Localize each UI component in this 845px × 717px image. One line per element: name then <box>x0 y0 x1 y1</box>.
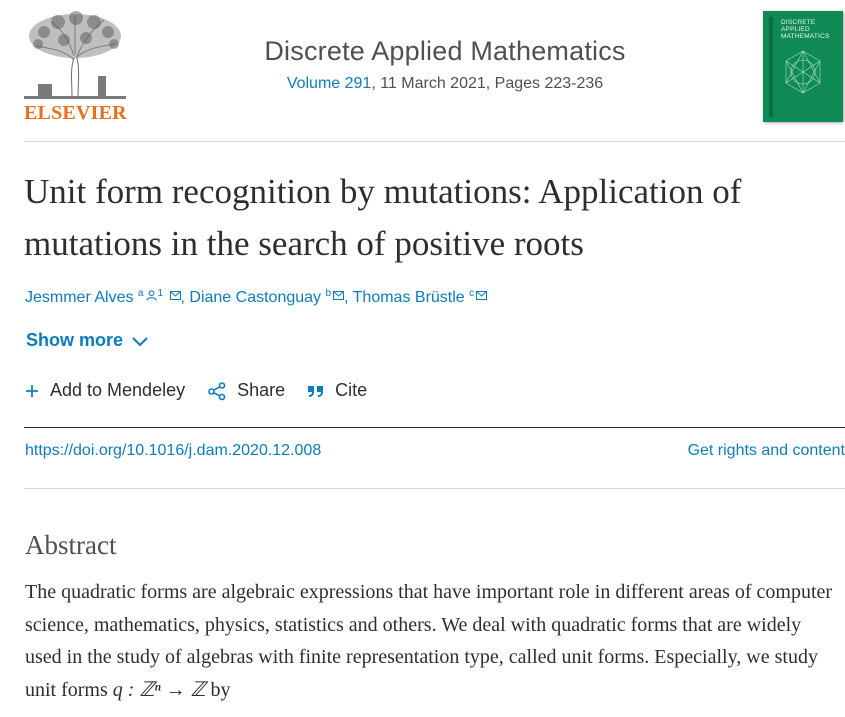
quote-icon <box>307 383 325 399</box>
show-more-label: Show more <box>26 330 124 350</box>
journal-header <box>230 36 660 93</box>
abstract-text: The quadratic forms are algebraic expressions that have important role in different areas of computer science, mathematics, physics, statistics and others. We deal with quadratic forms that are widely used in the study of algebras with finite representation type, called unit forms. Especially, we study unit forms q : ℤⁿ → ℤ by <box>25 581 833 701</box>
chevron-down-icon <box>131 335 149 347</box>
journal-cover-image[interactable] <box>763 11 843 122</box>
article-title: Unit form recognition by mutations: Application of mutations in the search of positive roots <box>24 172 742 263</box>
author-link[interactable]: Diane Castonguay $^b$ <box>189 289 344 306</box>
elsevier-tree-icon <box>24 10 126 100</box>
author-list <box>25 288 487 307</box>
header-divider <box>24 141 845 142</box>
share-button[interactable] <box>207 380 285 401</box>
share-icon <box>207 381 227 401</box>
cover-title-text: DISCRETE APPLIED MATHEMATICS <box>781 19 830 40</box>
plus-icon <box>24 383 40 399</box>
elsevier-logo[interactable] <box>24 10 126 122</box>
email-icon <box>333 291 344 300</box>
volume-link[interactable]: Volume 291 <box>286 75 372 92</box>
cite-label: Cite <box>335 380 368 400</box>
journal-issue-info <box>230 75 660 93</box>
journal-title-link[interactable]: Discrete Applied Mathematics <box>264 36 626 66</box>
email-icon <box>476 291 487 300</box>
author-link[interactable]: Thomas Brüstle $^c$ <box>353 289 488 306</box>
author-link[interactable]: Jesmmer Alves $^a$ $^1$ <box>25 289 181 306</box>
doi-link[interactable]: https://doi.org/10.1016/j.dam.2020.12.008 <box>25 442 322 459</box>
rights-link[interactable]: Get rights and content <box>687 442 845 459</box>
author-separator: , <box>180 289 190 306</box>
share-label: Share <box>237 380 286 400</box>
article-actions <box>24 380 367 401</box>
actions-divider <box>24 427 845 428</box>
cite-button[interactable] <box>307 380 367 401</box>
person-icon <box>146 290 157 301</box>
issue-details: , 11 March 2021, Pages 223-236 <box>371 75 604 92</box>
show-more-button[interactable] <box>26 330 149 351</box>
cover-graph-icon <box>763 11 843 122</box>
email-icon <box>170 291 181 300</box>
math-expression: q : ℤⁿ → ℤ <box>112 678 206 701</box>
doi-divider <box>24 488 845 489</box>
abstract-heading: Abstract <box>25 530 117 560</box>
elsevier-wordmark: ELSEVIER <box>24 102 127 124</box>
mendeley-label: Add to Mendeley <box>50 380 186 400</box>
author-separator: , <box>344 289 353 306</box>
add-to-mendeley-button[interactable] <box>24 380 185 401</box>
